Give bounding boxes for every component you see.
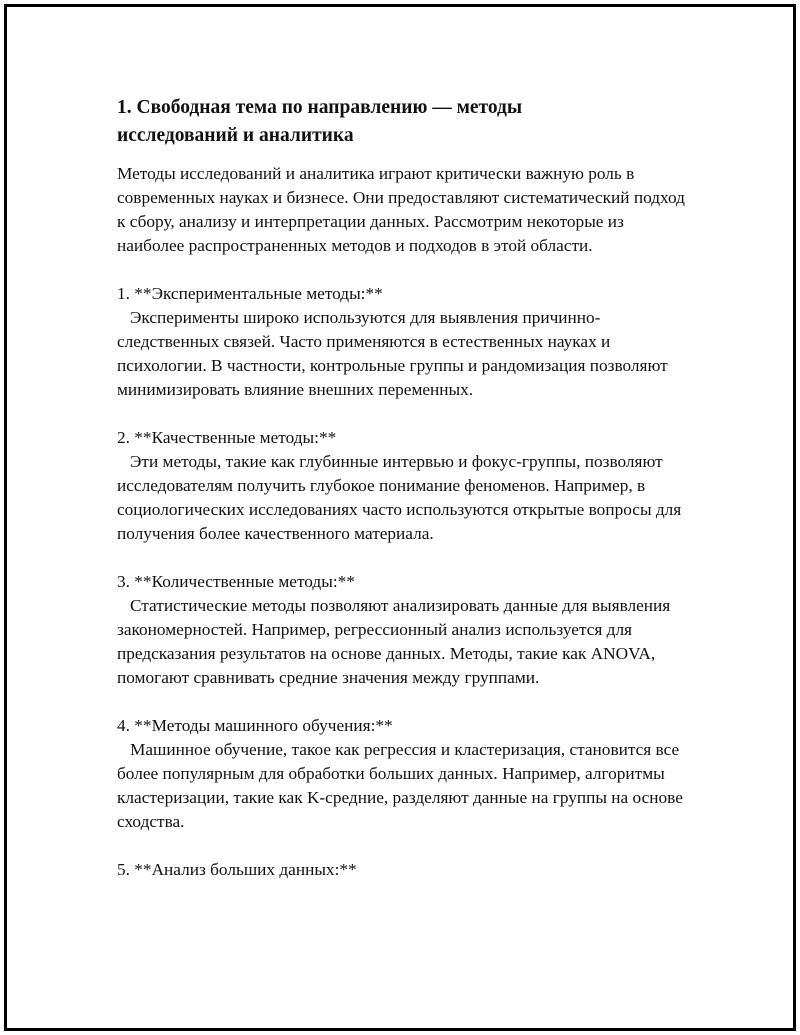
- section-heading: 1. **Экспериментальные методы:**: [117, 284, 383, 303]
- document-title: 1. Свободная тема по направлению — методы исследований и аналитика: [117, 97, 523, 146]
- section-body: Эксперименты широко используются для выявления причинно-следственных связей. Часто применяются в естественных науках и психологии. В частности, контрольные группы и рандомизация позволяют минимизировать влияние внешних переменных.: [117, 308, 668, 399]
- section-experimental-methods: [117, 282, 687, 402]
- section-body: Эти методы, такие как глубинные интервью и фокус-группы, позволяют исследователям получить глубокое понимание феноменов. Например, в социологических исследованиях часто используются открытые вопросы для получения более качественного материала.: [117, 452, 682, 543]
- section-body: Статистические методы позволяют анализировать данные для выявления закономерностей. Например, регрессионный анализ используется для предсказания результатов на основе данных. Методы, такие как ANOVA, помогают сравнивать средние значения между группами.: [117, 596, 671, 687]
- section-heading: 5. **Анализ больших данных:**: [117, 860, 357, 879]
- section-quantitative-methods: [117, 570, 687, 690]
- intro-paragraph: Методы исследований и аналитика играют критически важную роль в современных науках и бизнесе. Они предоставляют систематический подход к сбору, анализу и интерпретации данных. Рассмотрим некоторые из наиболее распространенных методов и подходов в этой области.: [117, 164, 685, 255]
- section-heading: 2. **Качественные методы:**: [117, 428, 337, 447]
- section-body: Машинное обучение, такое как регрессия и кластеризация, становится все более популярным для обработки больших данных. Например, алгоритмы кластеризации, такие как K-средние, разделяют данные на группы на основе сходства.: [117, 740, 683, 831]
- section-heading: 3. **Количественные методы:**: [117, 572, 355, 591]
- section-big-data-analysis: [117, 858, 687, 882]
- section-heading: 4. **Методы машинного обучения:**: [117, 716, 393, 735]
- section-qualitative-methods: [117, 426, 687, 546]
- document-content: [117, 94, 687, 882]
- section-machine-learning-methods: [117, 714, 687, 834]
